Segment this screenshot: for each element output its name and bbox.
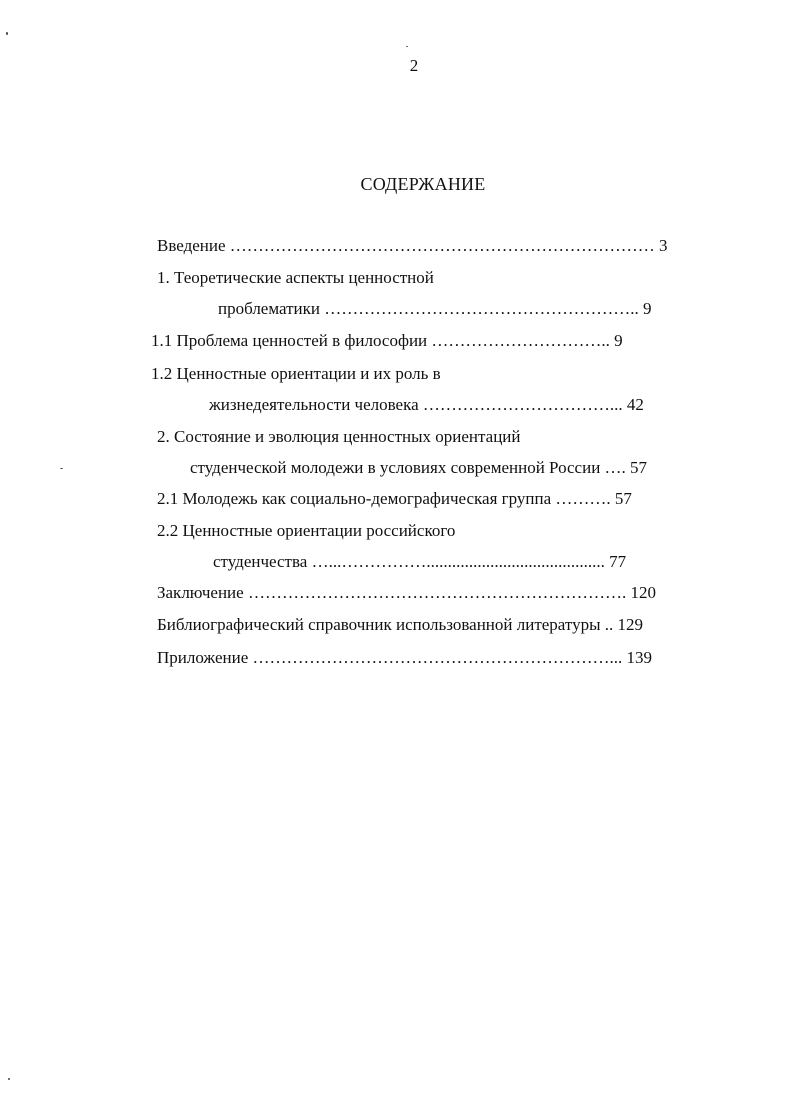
scan-speck: [60, 468, 63, 469]
toc-entry-chapter-1: 1. Теоретические аспекты ценностной: [157, 268, 434, 287]
scan-speck: [6, 32, 8, 35]
toc-entry-section-1-2: 1.2 Ценностные ориентации и их роль в: [151, 364, 441, 383]
toc-entry-intro: Введение ………………………………………………………………… 3: [157, 236, 668, 255]
scan-speck: [406, 46, 408, 47]
toc-entry-chapter-2: 2. Состояние и эволюция ценностных ориентаций: [157, 427, 521, 446]
toc-entry-section-2-1: 2.1 Молодежь как социально-демографическая группа ………. 57: [157, 489, 632, 508]
toc-entry-chapter-1-cont: проблематики ……………………………………………….. 9: [218, 299, 652, 318]
toc-entry-conclusion: Заключение …………………………………………………………. 120: [157, 583, 656, 602]
toc-entry-section-2-2-cont: студенчества …...…………….......................................... 77: [213, 552, 627, 571]
toc-entry-section-1-2-cont: жизнедеятельности человека ……………………………... 42: [209, 395, 644, 414]
toc-entry-appendix: Приложение ………………………………………………………... 139: [157, 648, 652, 667]
scan-speck: [8, 1078, 10, 1080]
toc-entry-chapter-2-cont: студенческой молодежи в условиях современной России …. 57: [190, 458, 648, 477]
page-number: 2: [409, 56, 419, 75]
toc-entry-section-1-1: 1.1 Проблема ценностей в философии ………………………….. 9: [151, 331, 623, 350]
toc-entry-bibliography: Библиографический справочник использованной литературы .. 129: [157, 615, 644, 634]
page-title: СОДЕРЖАНИЕ: [360, 174, 486, 194]
toc-entry-section-2-2: 2.2 Ценностные ориентации российского: [157, 521, 456, 540]
